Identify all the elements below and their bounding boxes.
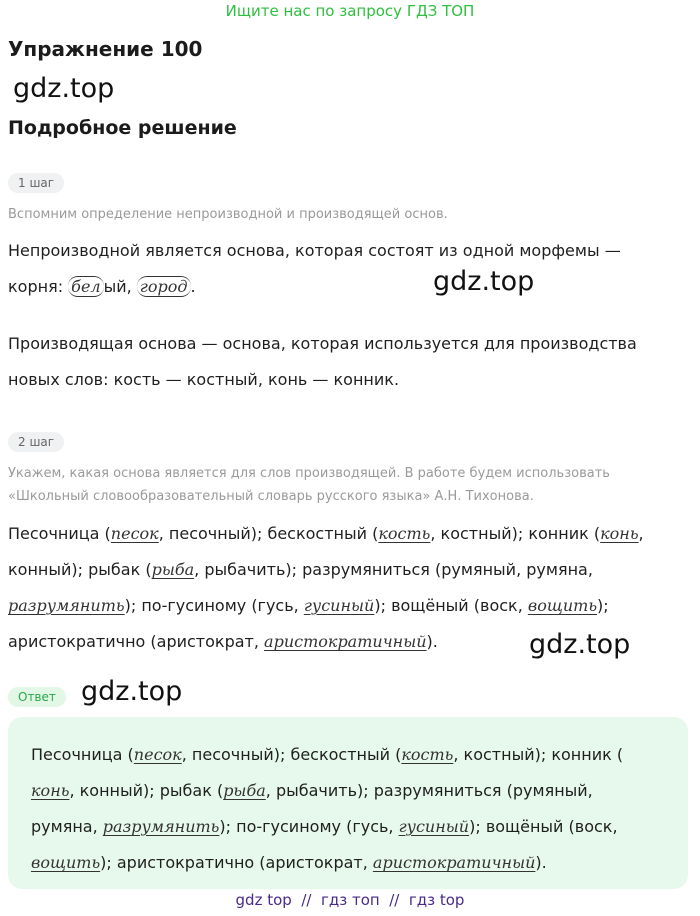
text-fragment: Песочница ( <box>31 745 134 764</box>
word-aristokratichny: аристократичный <box>372 853 536 872</box>
text-fragment: , песочный); бескостный ( <box>181 745 402 764</box>
word-gusiny: гусиный <box>398 817 470 836</box>
text-line: Непроизводной является основа, которая состоят из одной морфемы — <box>8 241 621 260</box>
text-line: новых слов: кость — костный, конь — конник. <box>8 370 400 389</box>
text-fragment: ). <box>535 853 547 872</box>
word-pesok: песок <box>133 745 182 764</box>
text-fragment: , рыбачить); разрумяниться (румяный, румяна, <box>194 560 593 579</box>
text-fragment: ); вощёный (воск, <box>374 596 528 615</box>
text-fragment: румяна, <box>31 817 103 836</box>
text-fragment: Песочница ( <box>8 524 111 543</box>
exercise-title: Упражнение 100 <box>8 37 203 61</box>
answer-label: Ответ <box>8 687 66 707</box>
word-pesok: песок <box>110 524 159 543</box>
text-fragment: ); <box>597 596 609 615</box>
text-fragment: конный); рыбак ( <box>8 560 152 579</box>
step-1-paragraph-2 <box>8 326 637 398</box>
watermark: gdz.top <box>433 266 535 297</box>
text-line <box>8 552 644 588</box>
answer-paragraph <box>31 737 671 881</box>
step-label: 2 шаг <box>8 432 64 452</box>
word-ryba: рыба <box>223 781 266 800</box>
text-fragment: ); аристократично (аристократ, <box>100 853 373 872</box>
watermark: gdz.top <box>529 629 631 660</box>
word-gusiny: гусиный <box>303 596 375 615</box>
step-1-note: Вспомним определение непроизводной и производящей основ. <box>8 207 448 222</box>
word-aristokratichny: аристократичный <box>264 632 427 651</box>
watermark: gdz.top <box>81 676 183 707</box>
step-label: 1 шаг <box>8 173 64 193</box>
text-line <box>8 516 644 552</box>
text-line <box>31 773 671 809</box>
text-line: Производящая основа — основа, которая используется для производства <box>8 334 637 353</box>
text-line <box>31 737 671 773</box>
footer-links[interactable]: gdz top // гдз топ // гдз top <box>235 891 465 909</box>
root-example-gorod: город <box>137 276 191 297</box>
search-banner[interactable]: Ищите нас по запросу ГДЗ ТОП <box>225 2 475 20</box>
text-fragment: ); по-гусиному (гусь, <box>124 596 304 615</box>
word-ryba: рыба <box>151 560 195 579</box>
step-1-badge <box>8 172 64 193</box>
text-fragment: , <box>126 277 137 296</box>
word-kon: конь <box>31 781 70 800</box>
text-fragment: . <box>190 277 196 296</box>
text-line <box>31 845 671 881</box>
text-fragment: , конный); рыбак ( <box>69 781 224 800</box>
word-kost: кость <box>378 524 431 543</box>
note-line: «Школьный словообразовательный словарь русского языка» А.Н. Тихонова. <box>8 489 534 504</box>
ending-example: ый <box>103 277 127 296</box>
word-voshchit: вощить <box>31 853 101 872</box>
text-fragment: , рыбачить); разрумяниться (румяный, <box>265 781 593 800</box>
word-razrumyanit: разрумянить <box>8 596 125 615</box>
word-kon: конь <box>600 524 639 543</box>
word-kost: кость <box>401 745 454 764</box>
text-fragment: , <box>638 524 644 543</box>
step-2-note <box>8 462 610 508</box>
text-fragment: аристократично (аристократ, <box>8 632 265 651</box>
text-line <box>31 809 671 845</box>
section-title: Подробное решение <box>8 117 237 139</box>
root-example-bel: бел <box>68 276 103 297</box>
watermark: gdz.top <box>13 73 115 104</box>
note-line: Укажем, какая основа является для слов производящей. В работе будем использовать <box>8 466 610 481</box>
answer-badge <box>8 686 66 707</box>
text-fragment: ); по-гусиному (гусь, <box>219 817 399 836</box>
text-fragment: ). <box>426 632 438 651</box>
text-fragment: , костный); конник ( <box>453 745 624 764</box>
step-2-badge <box>8 431 64 452</box>
word-voshchit: вощить <box>527 596 598 615</box>
word-razrumyanit: разрумянить <box>102 817 220 836</box>
text-fragment: , костный); конник ( <box>430 524 601 543</box>
text-fragment: , песочный); бескостный ( <box>158 524 379 543</box>
text-fragment: корня: <box>8 277 69 296</box>
text-fragment: ); вощёный (воск, <box>469 817 618 836</box>
text-line <box>8 588 644 624</box>
